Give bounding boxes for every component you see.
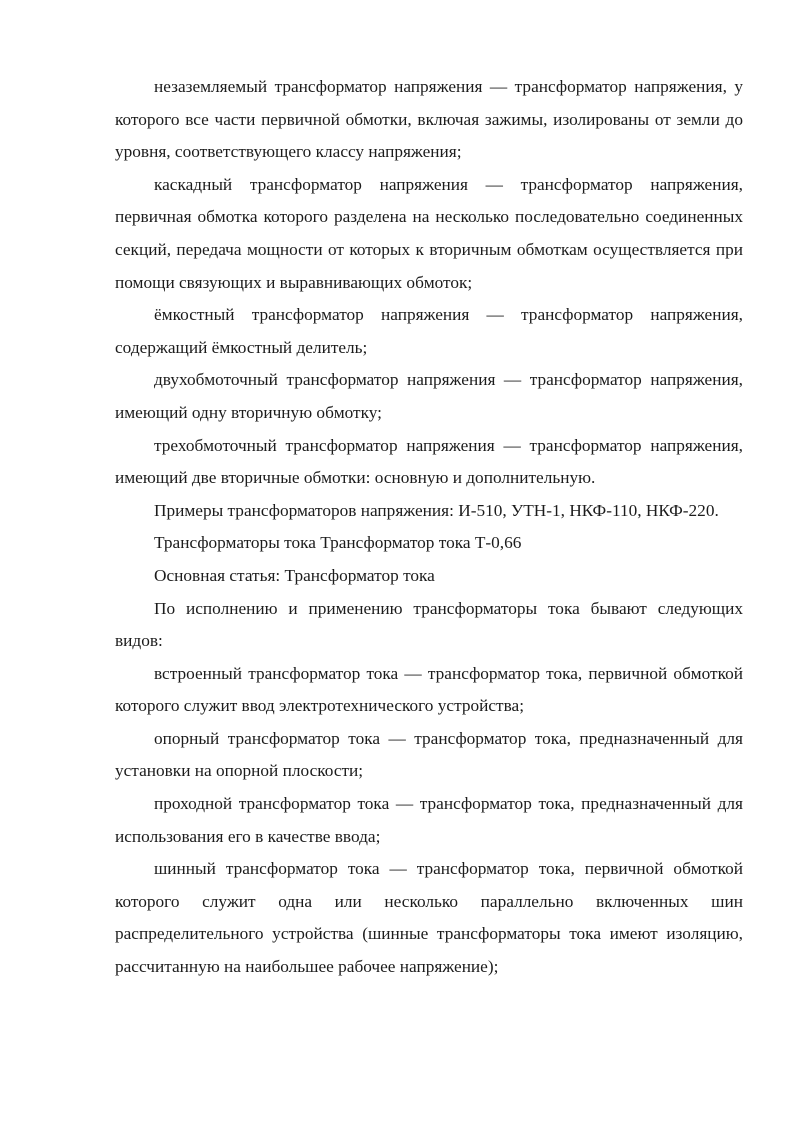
document-body [115, 71, 743, 984]
paragraph-current-transformer-types-intro: По исполнению и применению трансформаторы тока бывают следующих видов: [115, 598, 743, 651]
paragraph-main-article: Основная статья: Трансформатор тока [154, 565, 435, 585]
paragraph-bus-current-transformer: шинный трансформатор тока — трансформатор тока, первичной обмоткой которого служит одна или несколько параллельно включенных шин распределительного устройства (шинные трансформаторы тока имеют изоляцию, рассчитанную на наибольшее рабочее напряжение); [115, 859, 743, 977]
paragraph-support-current-transformer: опорный трансформатор тока — трансформатор тока, предназначенный для установки на опорной плоскости; [115, 728, 743, 781]
paragraph-capacitive-voltage-transformer: ёмкостный трансформатор напряжения — трансформатор напряжения, содержащий ёмкостный делитель; [115, 305, 743, 357]
paragraph-current-transformers-heading: Трансформаторы тока Трансформатор тока Т-0,66 [154, 533, 522, 553]
paragraph-two-winding-voltage-transformer: двухобмоточный трансформатор напряжения — трансформатор напряжения, имеющий одну вторичную обмотку; [115, 370, 743, 422]
paragraph-ungrounded-voltage-transformer: незаземляемый трансформатор напряжения — трансформатор напряжения, у которого все части первичной обмотки, включая зажимы, изолированы от земли до уровня, соответствующего классу напряжения; [115, 77, 743, 162]
paragraph-built-in-current-transformer: встроенный трансформатор тока — трансформатор тока, первичной обмоткой которого служит ввод электротехнического устройства; [115, 663, 743, 716]
paragraph-voltage-transformer-examples: Примеры трансформаторов напряжения: И-510, УТН-1, НКФ-110, НКФ-220. [154, 500, 719, 520]
paragraph-three-winding-voltage-transformer: трехобмоточный трансформатор напряжения — трансформатор напряжения, имеющий две вторичные обмотки: основную и дополнительную. [115, 435, 743, 488]
paragraph-cascade-voltage-transformer: каскадный трансформатор напряжения — трансформатор напряжения, первичная обмотка которого разделена на несколько последовательно соединенных секций, передача мощности от которых к вторичным обмоткам осуществляется при помощи связующих и выравнивающих обмоток; [115, 174, 743, 292]
paragraph-bushing-current-transformer: проходной трансформатор тока — трансформатор тока, предназначенный для использования его в качестве ввода; [115, 794, 743, 846]
